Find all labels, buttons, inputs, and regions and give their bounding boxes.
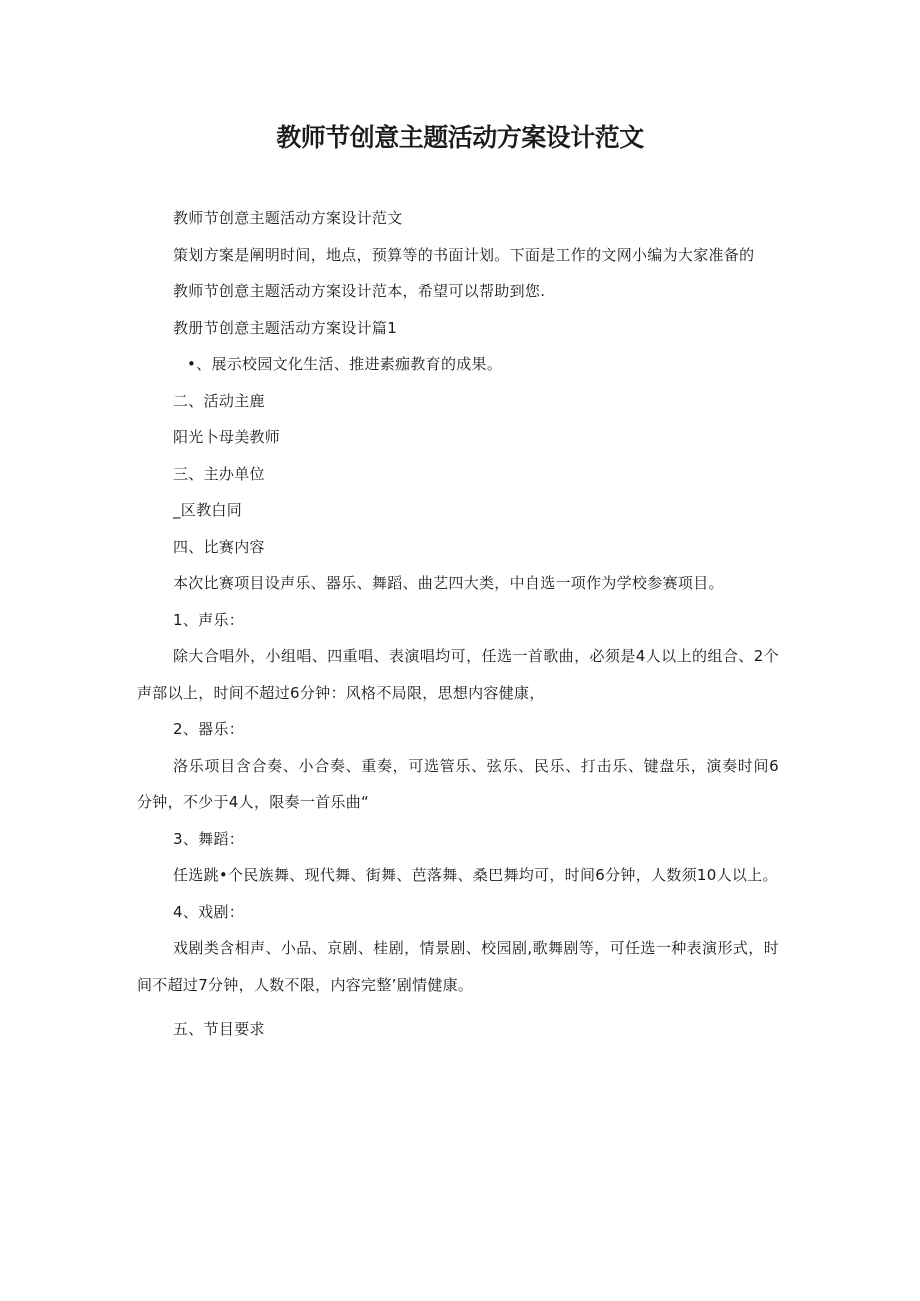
- paragraph-organizer: _区教白同: [173, 501, 243, 519]
- heading-organizer: 三、主办单位: [173, 464, 265, 483]
- paragraph-vocal: 除大合唱外，小组唱、四重唱、表演唱均可，任选一首歌曲，必须是4人以上的组合、2个声部以上，时间不超过6分钟：风格不局限，思想内容健康，: [137, 647, 779, 702]
- document-title: 教师节创意主题活动方案设计范文: [276, 123, 644, 152]
- paragraph-content: 本次比赛项目设声乐、器乐、舞蹈、曲艺四大类，中自选一项作为学校参赛项目。: [173, 574, 724, 592]
- paragraph-intro: 策划方案是阐明时间，地点，预算等的书面计划。下面是工作的文网小编为大家准备的: [173, 245, 755, 264]
- paragraph-theme: 阳光卜母美教师: [173, 428, 281, 446]
- paragraph-dance: 任选跳•个民族舞、现代舞、街舞、芭落舞、桑巴舞均可，时间6分钟，人数须10人以上。: [173, 866, 778, 884]
- heading-drama: 4、戏剧：: [173, 902, 245, 921]
- heading-requirements: 五、节目要求: [173, 1020, 265, 1038]
- heading-dance: 3、舞蹈：: [173, 829, 245, 848]
- heading-content: 四、比赛内容: [173, 537, 265, 556]
- paragraph-subtitle: 教师节创意主题活动方案设计范文: [173, 209, 403, 227]
- paragraph-drama: 戏剧类含相声、小品、京剧、桂剧，情景剧、校园剧,歌舞剧等，可任选一种表演形式，时间不超过7分钟，人数不限，内容完整’剧情健康。: [137, 939, 779, 994]
- paragraph-instrumental: 洛乐项目含合奏、小合奏、重奏，可选管乐、弦乐、民乐、打击乐、键盘乐，演奏时间6分钟，不少于4人，限奏一首乐曲“: [137, 756, 779, 811]
- paragraph-purpose: •、展示校园文化生活、推进素痂教育的成果。: [187, 355, 503, 373]
- section-heading-plan-1: 教册节创意主题活动方案设计篇1: [173, 318, 398, 337]
- document-body: [137, 200, 779, 1048]
- heading-instrumental: 2、器乐：: [173, 720, 245, 738]
- heading-vocal: 1、声乐：: [173, 610, 245, 629]
- heading-theme: 二、活动主鹿: [173, 391, 265, 410]
- paragraph-intro-2: 教师节创意主题活动方案设计范本，希望可以帮助到您.: [173, 282, 546, 300]
